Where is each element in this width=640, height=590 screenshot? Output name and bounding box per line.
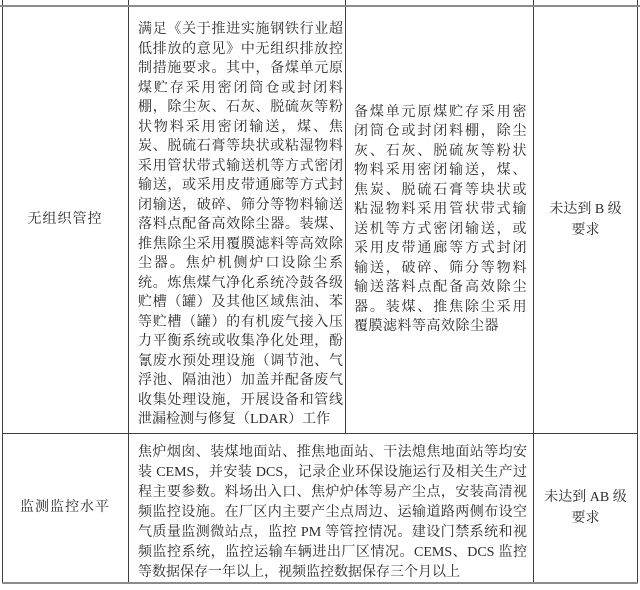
row2-requirement-cell <box>129 434 533 582</box>
row2-conclusion-text: 未达到 AB 级要求 <box>544 490 627 526</box>
row2-conclusion-cell <box>534 434 637 582</box>
row2-requirement-text: 焦炉烟囱、装煤地面站、推焦地面站、干法熄焦地面站等均安装 CEMS，并安装 DCS，记录企业环保设施运行及相关生产过程主要参数。料场出入口、焦炉炉体等易产尘点，安装高清视频监控设施。在厂区内主要产尘点周边、运输道路两侧布设空气质量监测微站点，监控 PM 等管控情况。建设门禁系统和视频监控系统，监控运输车辆进出厂区情况。CEMS、DCS 监控等数据保存一年以上，视频监控数据保存三个月以上 <box>138 445 527 580</box>
row1-category-cell <box>3 7 127 432</box>
row1-requirement-cell <box>129 7 345 432</box>
row1-actual-cell <box>346 7 533 432</box>
table-border-right <box>637 0 638 583</box>
row1-requirement-text: 满足《关于推进实施钢铁行业超低排放的意见》中无组织排放控制措施要求。其中，备煤单元原煤贮存采用密闭筒仓或封闭料棚，除尘灰、石灰、脱硫灰等粉状物料采用密闭输送，煤、焦炭、脱硫石膏等块状或粘湿物料采用管状带式输送机等方式密闭输送，或采用皮带通廊等方式封闭输送，破碎、筛分等物料输送落料点配备高效除尘器。装煤、推焦除尘采用覆膜滤料等高效除尘器。焦炉机侧炉口设除尘系统。炼焦煤气净化系统冷鼓各级贮槽（罐）及其他区域焦油、苯等贮槽（罐）的有机废气接入压力平衡系统或收集净化处理，酚氰废水预处理设施（调节池、气浮池、隔油池）加盖并配备废气收集处理设施，开展设备和管线泄漏检测与修复（LDAR）工作 <box>138 22 343 427</box>
row1-conclusion-cell <box>534 7 637 432</box>
row2-category-cell <box>3 434 127 582</box>
row1-category-label: 无组织管控 <box>27 211 103 227</box>
row1-conclusion-text: 未达到 B 级要求 <box>549 201 622 238</box>
row1-actual-text: 备煤单元原煤贮存采用密闭筒仓或封闭料棚，除尘灰、石灰、脱硫灰等粉状物料采用密闭输送，煤、焦炭、脱硫石膏等块状或粘湿物料采用管状带式输送机等方式密闭输送，或采用皮带通廊等方式封闭输送，破碎、筛分等物料输送落料点配备高效除尘器。装煤、推焦除尘采用覆膜滤料等高效除尘器 <box>354 104 527 334</box>
row2-category-label: 监测监控水平 <box>20 500 110 516</box>
